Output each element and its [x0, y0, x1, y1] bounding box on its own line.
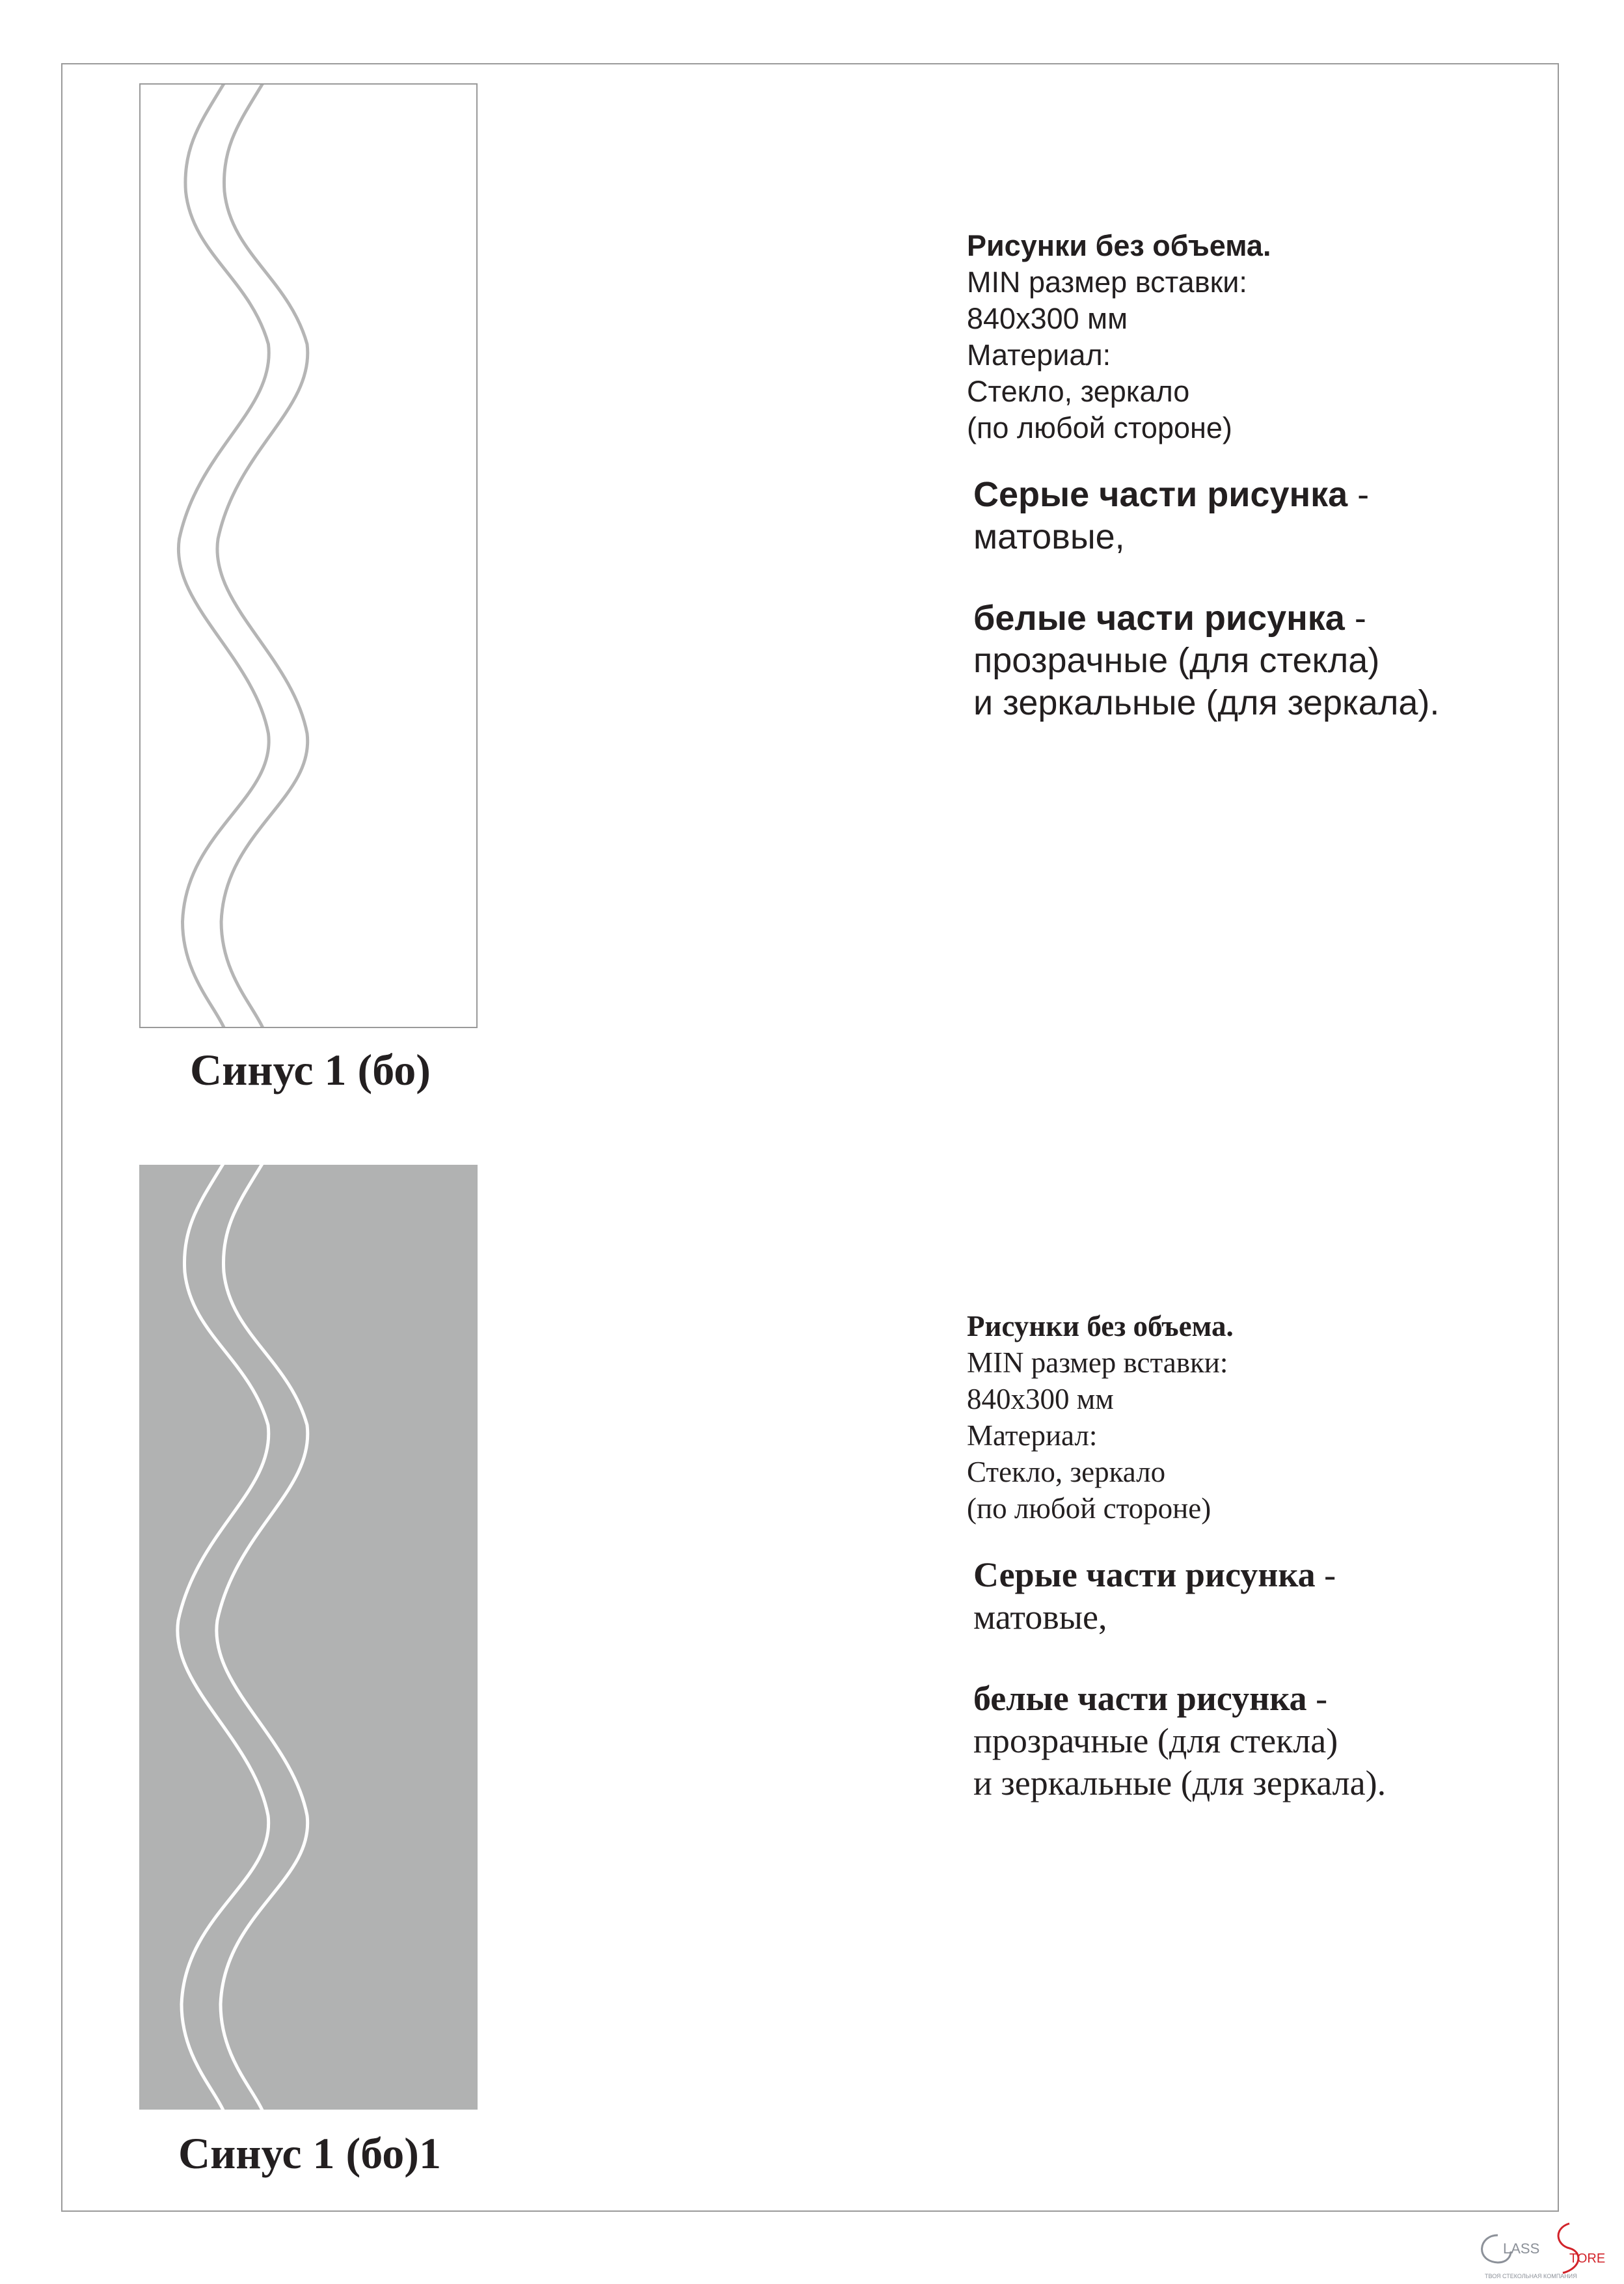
svg-text:LASS: LASS: [1503, 2240, 1540, 2257]
info-line: 840x300 мм: [967, 302, 1128, 335]
design-panel-filled: [139, 1165, 478, 2110]
wave-line-right: [217, 85, 308, 1027]
wave-line-left: [178, 85, 269, 1027]
info-line: Стекло, зеркало: [967, 1456, 1166, 1488]
gray-parts-desc: матовые,: [973, 517, 1125, 556]
white-parts-desc: прозрачные (для стекла): [973, 1721, 1338, 1760]
gray-parts-dash: -: [1347, 475, 1370, 514]
glassstore-logo-mark: [1472, 2216, 1608, 2281]
gray-parts-dash: -: [1315, 1555, 1336, 1594]
info-block-1: [967, 228, 1439, 724]
white-parts-desc: и зеркальные (для зеркала).: [973, 683, 1440, 722]
info-title: Рисунки без объема.: [967, 1310, 1234, 1342]
wave-line-right: [217, 1165, 308, 2110]
white-parts-desc: прозрачные (для стекла): [973, 641, 1380, 680]
sine-wave-drawing: [141, 85, 476, 1027]
design-caption-1: Синус 1 (бо): [190, 1045, 431, 1094]
gray-parts-label: Серые части рисунка: [973, 1555, 1316, 1594]
info-line: 840x300 мм: [967, 1383, 1114, 1415]
info-line: Материал:: [967, 338, 1111, 372]
white-parts-dash: -: [1344, 599, 1366, 638]
info-line: MIN размер вставки:: [967, 1346, 1228, 1379]
white-parts-desc: и зеркальные (для зеркала).: [973, 1763, 1387, 1802]
gray-parts-desc: матовые,: [973, 1597, 1107, 1637]
info-line: (по любой стороне): [967, 411, 1232, 444]
info-line: Материал:: [967, 1419, 1098, 1452]
info-line: (по любой стороне): [967, 1492, 1211, 1525]
sine-wave-drawing: [139, 1165, 478, 2110]
design-panel-outline: [139, 83, 478, 1028]
white-parts-label: белые части рисунка: [973, 599, 1345, 638]
info-block-2: [967, 1308, 1386, 1804]
wave-line-left: [178, 1165, 269, 2110]
info-line: Стекло, зеркало: [967, 375, 1190, 408]
design-caption-2: Синус 1 (бо)1: [178, 2128, 441, 2178]
info-title: Рисунки без объема.: [967, 229, 1271, 262]
white-parts-dash: -: [1306, 1679, 1328, 1718]
info-line: MIN размер вставки:: [967, 265, 1247, 299]
gray-parts-label: Серые части рисунка: [973, 475, 1348, 514]
logo-tagline: ТВОЯ СТЕКОЛЬНАЯ КОМПАНИЯ: [1485, 2273, 1577, 2279]
svg-text:TORE: TORE: [1569, 2251, 1606, 2266]
white-parts-label: белые части рисунка: [973, 1679, 1307, 1718]
glassstore-logo: [1472, 2216, 1608, 2281]
